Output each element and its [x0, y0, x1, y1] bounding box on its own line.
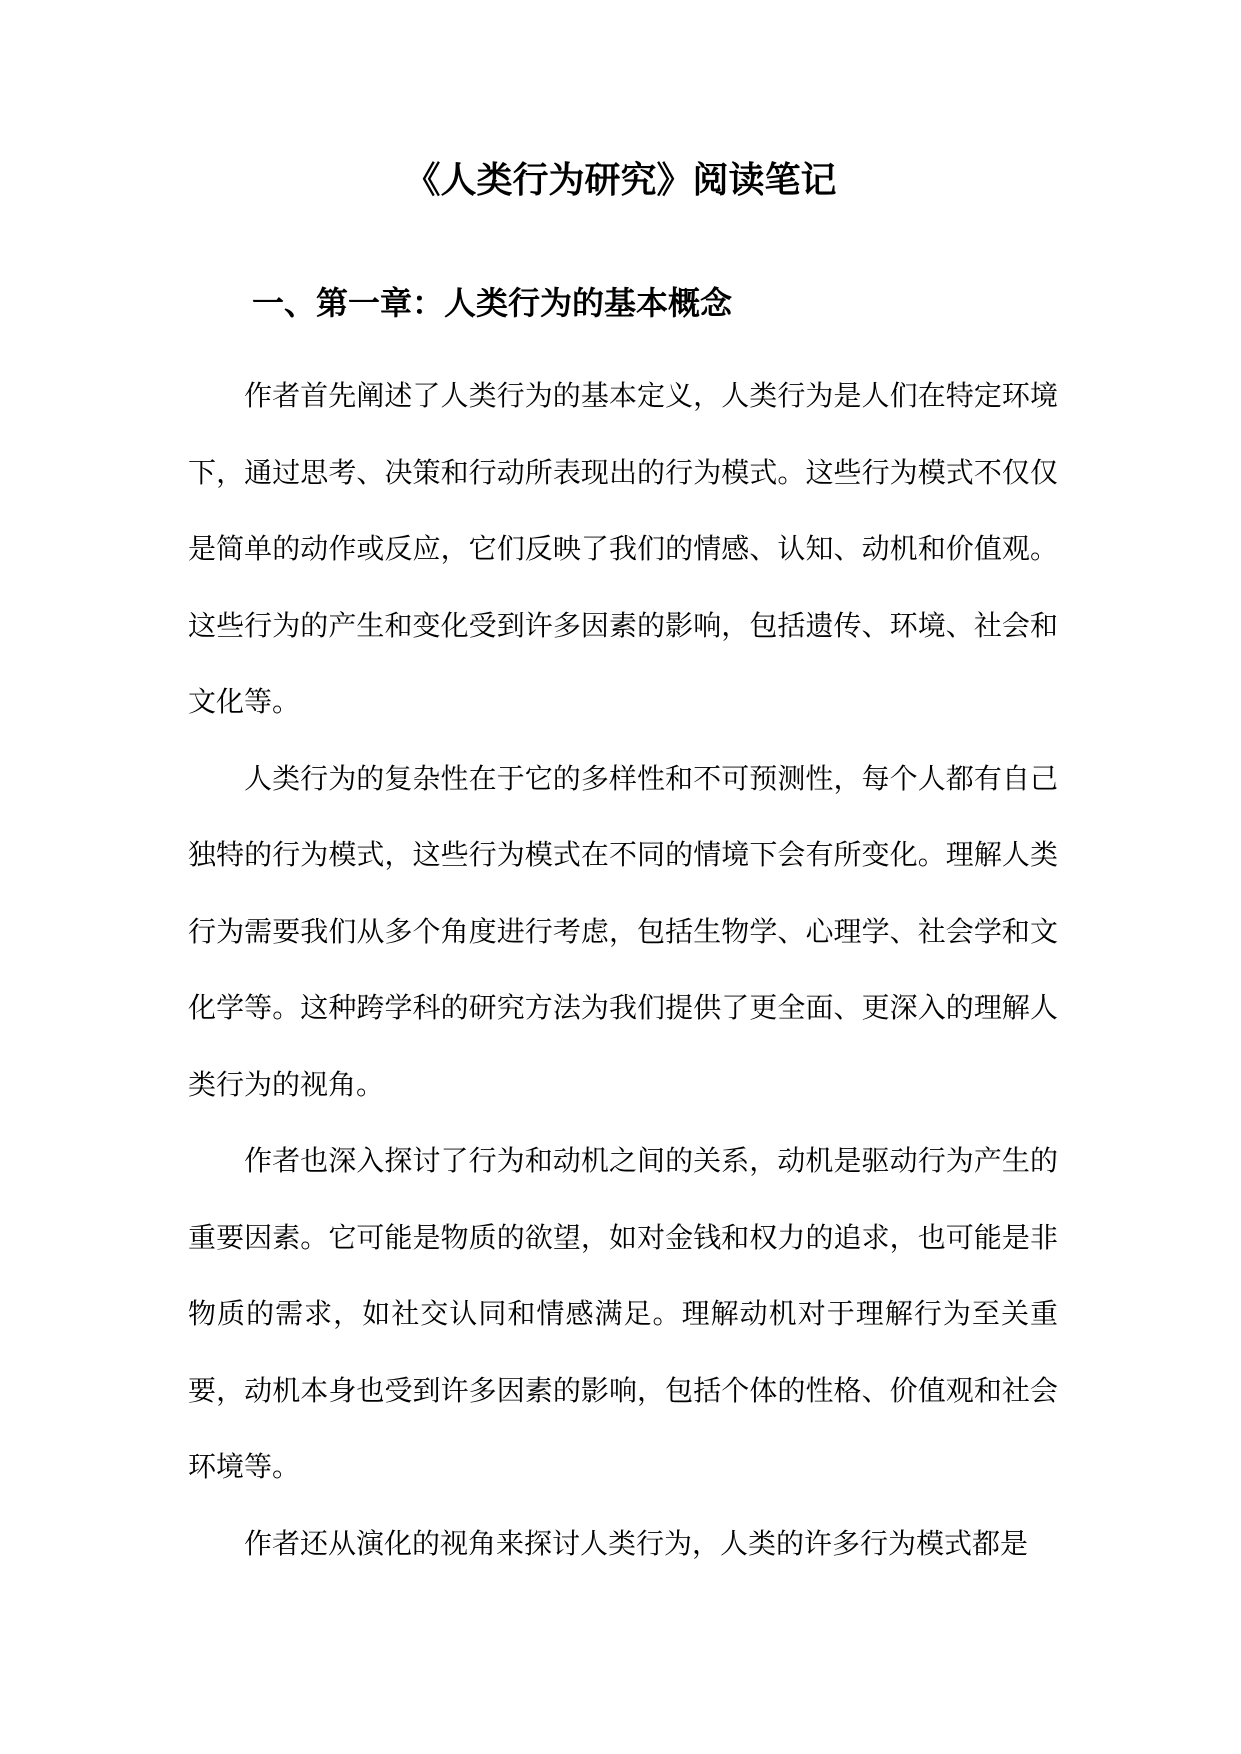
- paragraph: 人类行为的复杂性在于它的多样性和不可预测性，每个人都有自己独特的行为模式，这些行为模式在不同的情境下会有所变化。理解人类行为需要我们从多个角度进行考虑，包括生物学、心理学、社会学和文化学等。这种跨学科的研究方法为我们提供了更全面、更深入的理解人类行为的视角。: [188, 761, 1058, 1101]
- paragraph: 作者也深入探讨了行为和动机之间的关系，动机是驱动行为产生的重要因素。它可能是物质的欲望，如对金钱和权力的追求，也可能是非物质的需求，如社交认同和情感满足。理解动机对于理解行为至关重要，动机本身也受到许多因素的影响，包括个体的性格、价值观和社会环境等。: [188, 1144, 1058, 1483]
- paragraph: 作者还从演化的视角来探讨人类行为，人类的许多行为模式都是: [244, 1526, 1029, 1560]
- paragraph: 作者首先阐述了人类行为的基本定义，人类行为是人们在特定环境下，通过思考、决策和行动所表现出的行为模式。这些行为模式不仅仅是简单的动作或反应，它们反映了我们的情感、认知、动机和价值观。这些行为的产生和变化受到许多因素的影响，包括遗传、环境、社会和文化等。: [188, 379, 1058, 718]
- document-body: [188, 358, 1058, 1582]
- section-heading: 一、第一章：人类行为的基本概念: [252, 284, 733, 322]
- document-title: 《人类行为研究》阅读笔记: [404, 159, 837, 201]
